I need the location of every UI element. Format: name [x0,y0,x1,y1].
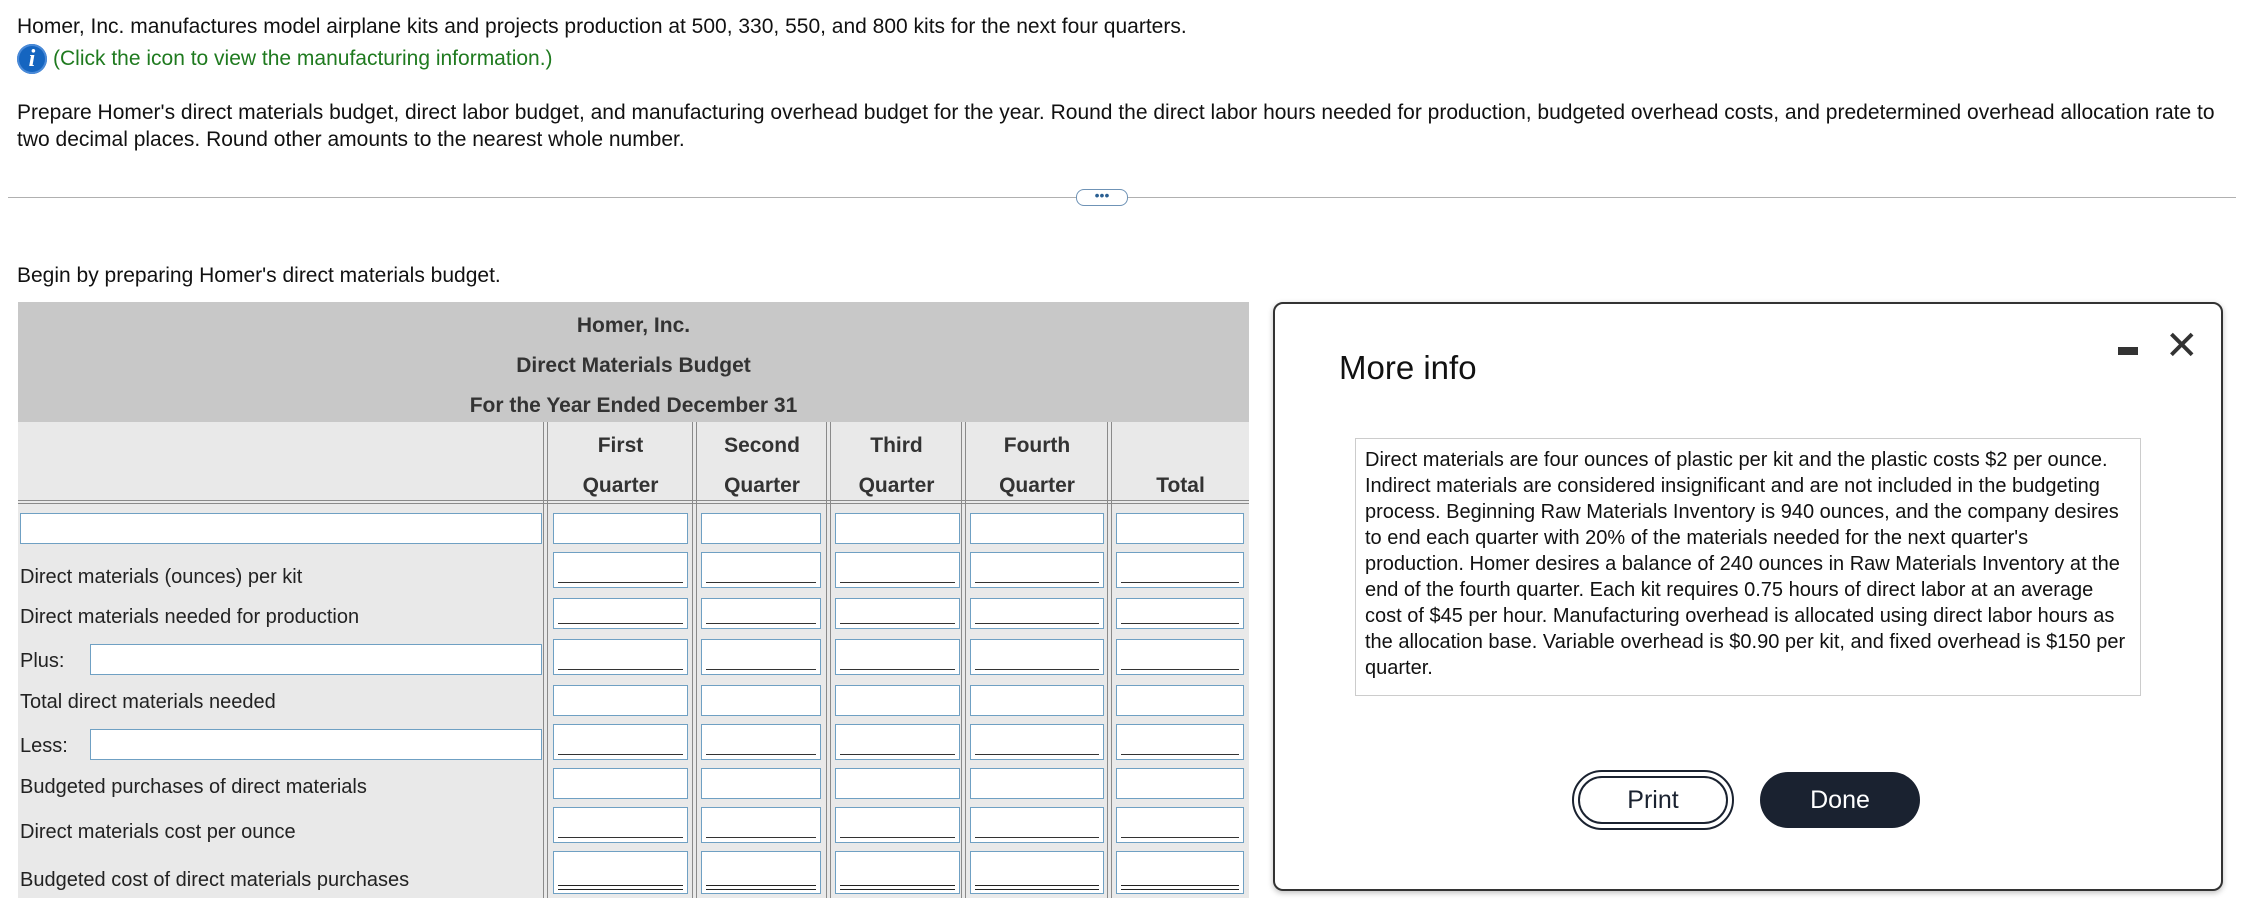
budget-cell-r7-q3[interactable] [835,768,960,799]
minimize-icon[interactable] [2118,347,2138,355]
budget-cell-r5-q1[interactable] [553,685,688,716]
col-header-q1-line2: Quarter [582,474,659,497]
col-header-total: Total [1156,474,1205,497]
budget-cell-r6-q2[interactable] [701,724,821,760]
budget-cell-r1-total[interactable] [1116,513,1244,544]
col-header-q3-line2: Quarter [858,474,935,497]
instructions: Prepare Homer's direct materials budget, direct labor budget, and manufacturing overhead budget for the year. Round the direct labor hours needed for production, budgeted overhead costs, and predetermined overhead allocation rate to two decimal places. Round other amounts to the nearest whole number. [17,101,2215,151]
budget-cell-r9-q3[interactable] [835,851,960,894]
print-button-label[interactable]: Print [1578,776,1728,824]
budget-cell-r5-total[interactable] [1116,685,1244,716]
budget-cell-r2-q3[interactable] [835,552,960,588]
budget-cell-r4-q1[interactable] [553,639,688,675]
col-header-q3-line1: Third [870,434,923,457]
budget-cell-r4-q3[interactable] [835,639,960,675]
budget-cell-r3-total[interactable] [1116,598,1244,629]
budget-cell-r3-q4[interactable] [970,598,1104,629]
more-info-dialog [1273,302,2223,891]
dialog-title: More info [1339,349,1477,386]
col-header-q1-line1: First [597,434,644,457]
row-label-needed-for-production: Direct materials needed for production [20,606,360,628]
manufacturing-info-text: Direct materials are four ounces of plastic per kit and the plastic costs $2 per ounce. Indirect materials are considered insignificant and are not included in the budgeting process. Beginning Raw Materials Inventory is 940 ounces, and the company desires to end each quarter with 20% of the materials needed for the next quarter's production. Homer desires a balance of 240 ounces in Raw Materials Inventory at the end of the fourth quarter. Each kit requires 0.75 hours of direct labor at an average cost of $45 per hour. Manufacturing overhead is allocated using direct labor hours as the allocation base. Variable overhead is $0.90 per kit, and fixed overhead is $150 per quarter. [1355,438,2141,696]
budget-cell-r2-q1[interactable] [553,552,688,588]
budget-cell-r7-q4[interactable] [970,768,1104,799]
budget-cell-r7-q1[interactable] [553,768,688,799]
budget-cell-r9-q1[interactable] [553,851,688,894]
plus-item-input[interactable] [90,644,542,675]
budget-cell-r1-q3[interactable] [835,513,960,544]
budget-cell-r4-total[interactable] [1116,639,1244,675]
company-name: Homer, Inc. [576,314,691,337]
column-divider [1107,422,1112,898]
begin-instruction: Begin by preparing Homer's direct materials budget. [17,264,501,287]
budget-cell-r3-q3[interactable] [835,598,960,629]
col-header-q4-line1: Fourth [1003,434,1071,457]
budget-cell-r3-q2[interactable] [701,598,821,629]
problem-statement: Homer, Inc. manufactures model airplane kits and projects production at 500, 330, 550, and 800 kits for the next four quarters. [17,15,1187,38]
less-item-input[interactable] [90,729,542,760]
col-header-q4-line2: Quarter [999,474,1075,497]
column-divider [692,422,697,898]
header-rule [18,500,1249,504]
row-label-less: Less: [20,735,68,757]
row-label-input-units[interactable] [20,513,542,544]
expand-toggle-button[interactable]: ••• [1076,189,1128,206]
info-icon[interactable]: i [17,44,47,74]
row-label-plus: Plus: [20,650,65,672]
col-header-q2-line2: Quarter [724,474,800,497]
budget-cell-r1-q4[interactable] [970,513,1104,544]
row-label-budgeted-purchases: Budgeted purchases of direct materials [20,776,367,798]
print-button[interactable] [1572,770,1734,830]
budget-cell-r1-q2[interactable] [701,513,821,544]
info-link-text[interactable]: (Click the icon to view the manufacturing information.) [53,47,553,70]
budget-cell-r4-q2[interactable] [701,639,821,675]
budget-cell-r2-q2[interactable] [701,552,821,588]
budget-cell-r7-q2[interactable] [701,768,821,799]
budget-cell-r5-q2[interactable] [701,685,821,716]
manufacturing-info-link[interactable] [17,43,553,75]
budget-cell-r6-q1[interactable] [553,724,688,760]
close-icon[interactable]: ✕ [2165,324,2199,368]
column-divider [543,422,548,898]
budget-cell-r8-q4[interactable] [970,807,1104,843]
done-button[interactable]: Done [1760,772,1920,828]
budget-cell-r8-q3[interactable] [835,807,960,843]
budget-cell-r1-q1[interactable] [553,513,688,544]
budget-cell-r8-q1[interactable] [553,807,688,843]
budget-cell-r5-q3[interactable] [835,685,960,716]
budget-cell-r2-q4[interactable] [970,552,1104,588]
col-header-q2-line1: Second [724,434,800,457]
budget-cell-r5-q4[interactable] [970,685,1104,716]
column-divider [826,422,831,898]
budget-cell-r8-total[interactable] [1116,807,1244,843]
budget-cell-r9-total[interactable] [1116,851,1244,894]
row-label-materials-per-kit: Direct materials (ounces) per kit [20,566,303,588]
budget-cell-r7-total[interactable] [1116,768,1244,799]
budget-cell-r6-total[interactable] [1116,724,1244,760]
budget-cell-r9-q2[interactable] [701,851,821,894]
budget-cell-r6-q3[interactable] [835,724,960,760]
column-divider [961,422,966,898]
budget-cell-r4-q4[interactable] [970,639,1104,675]
budget-title: Direct Materials Budget [516,354,751,377]
budget-cell-r2-total[interactable] [1116,552,1244,588]
budget-period: For the Year Ended December 31 [469,394,798,417]
budget-cell-r8-q2[interactable] [701,807,821,843]
row-label-cost-per-ounce: Direct materials cost per ounce [20,821,296,843]
budget-cell-r6-q4[interactable] [970,724,1104,760]
budget-cell-r3-q1[interactable] [553,598,688,629]
row-label-budgeted-cost: Budgeted cost of direct materials purchases [20,869,410,891]
direct-materials-budget-table [18,302,1249,898]
budget-cell-r9-q4[interactable] [970,851,1104,894]
row-label-total-needed: Total direct materials needed [20,691,276,713]
